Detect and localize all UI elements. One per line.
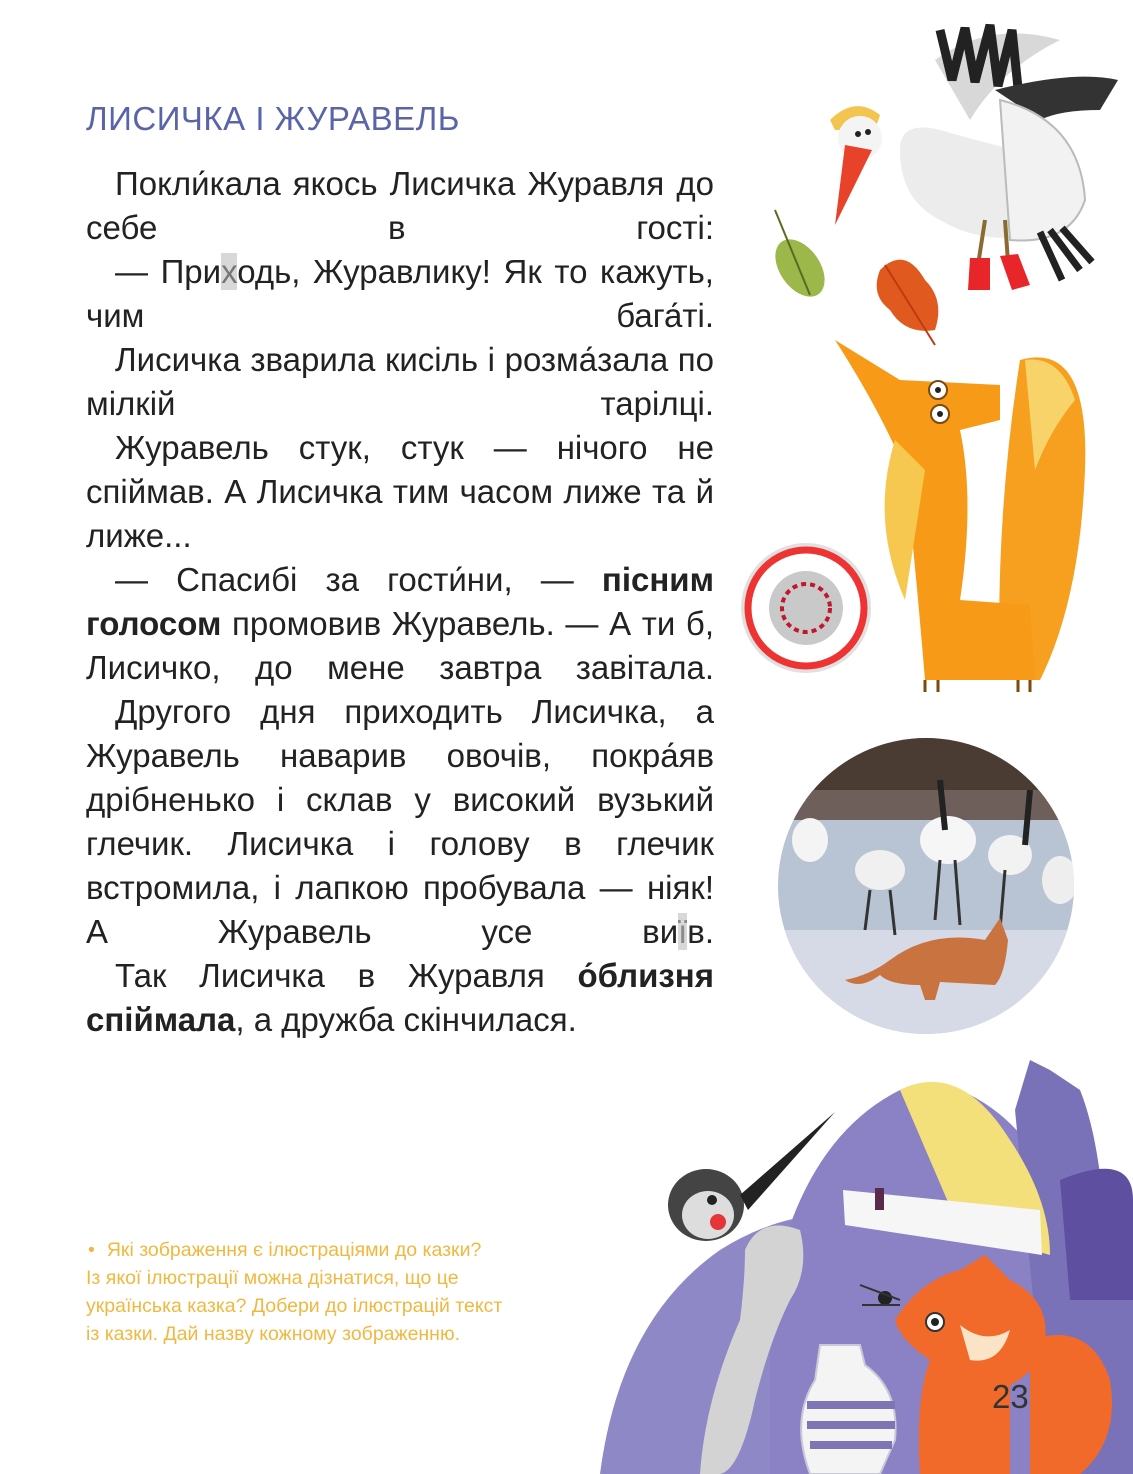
bold-phrase: пісним голосом bbox=[86, 561, 714, 642]
story-text bbox=[86, 162, 714, 1042]
paragraph-6-start: Другого дня приходить Лисичка, а Журавель наварив овочів, покра́яв дрібненько і склав у високий вузький глечик. Лисичка і голову в глечик встромила, і лапкою пробувала — ніяк! А Журавель усе ви bbox=[86, 693, 714, 950]
question-line-4: із казки. Дай назву кожному зображенню. bbox=[86, 1323, 460, 1345]
paragraph-7-start: Так Лисичка в Журавля bbox=[115, 957, 578, 994]
page-number: 23 bbox=[992, 1378, 1029, 1415]
leaves-illustration bbox=[765, 210, 938, 345]
paragraph-2-start: — При bbox=[115, 253, 222, 290]
paragraph-5-start: — Спасибі за гости́ни, — bbox=[115, 561, 602, 598]
question-text-1: Які зображення є ілюстраціями до казки? bbox=[106, 1239, 482, 1261]
story-title: ЛИСИЧКА І ЖУРАВЕЛЬ bbox=[86, 100, 460, 137]
plate-illustration bbox=[741, 543, 871, 673]
paragraph-4: Журавель стук, стук — нічого не спіймав. А Лисичка тим часом лиже та й лиже... bbox=[86, 429, 714, 554]
bold-phrase: о́близня спіймала bbox=[86, 957, 714, 1038]
crane-with-hat-illustration bbox=[830, 25, 1118, 290]
paragraph-6-end: в. bbox=[687, 913, 714, 950]
paragraph-2 bbox=[86, 250, 714, 338]
paragraph-1: Покли́кала якось Лисичка Журавля до себе в гості: bbox=[86, 165, 714, 246]
paragraph-5-end: промовив Журавель. — А ти б, Лисичко, до мене завтра завітала. bbox=[86, 605, 714, 686]
paragraph-6 bbox=[86, 690, 714, 954]
bullet-icon: • bbox=[88, 1239, 95, 1261]
paragraph-7 bbox=[86, 954, 714, 1042]
question-line-1 bbox=[86, 1236, 606, 1264]
paragraph-3: Лисичка зварила кисіль і розма́зала по мілкій тарілці. bbox=[86, 341, 714, 422]
fox-illustration bbox=[835, 340, 1085, 692]
highlighted-letter: ї bbox=[678, 913, 688, 950]
paragraph-5 bbox=[86, 558, 714, 690]
cranes-photo-illustration bbox=[770, 730, 1090, 1050]
question-block bbox=[86, 1236, 606, 1348]
question-line-3: українська казка? Добери до ілюстрацій текст bbox=[86, 1295, 503, 1317]
question-line-2: Із якої ілюстрації можна дізнатися, що це bbox=[86, 1267, 459, 1289]
paragraph-7-end: , а дружба скінчилася. bbox=[235, 1001, 577, 1038]
crane-and-fox-illustration bbox=[600, 1060, 1133, 1474]
paragraph-2-end: одь, Журавлику! Як то кажуть, чим бага́ті. bbox=[86, 253, 714, 334]
highlighted-letter: х bbox=[221, 253, 238, 290]
